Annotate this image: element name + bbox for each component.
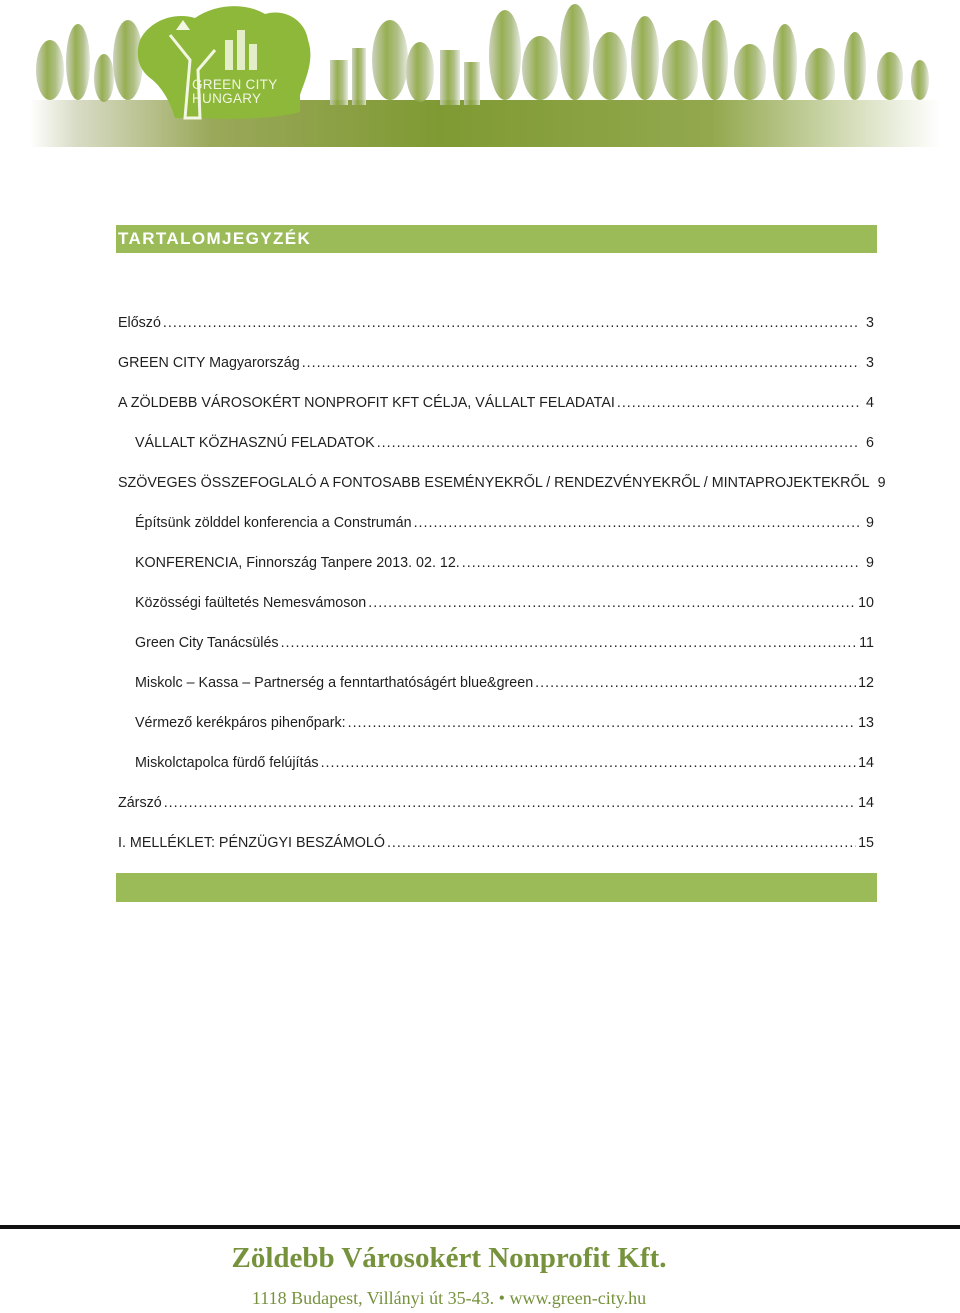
toc-entry[interactable] [118,833,874,873]
toc-entry-page: 3 [866,355,874,371]
toc-dot-leader [368,593,856,613]
toc-entry[interactable] [118,793,874,833]
toc-entry-page: 11 [859,635,874,651]
toc-dot-leader [163,313,860,333]
toc-entry[interactable] [118,313,874,353]
toc-entry-page: 9 [866,515,874,531]
logo-line-2: HUNGARY [192,91,262,106]
footer-divider [0,1225,960,1229]
toc-heading: TARTALOMJEGYZÉK [116,225,877,253]
toc-entry-title: GREEN CITY Magyarország [118,355,300,371]
toc-entry-page: 9 [877,475,886,491]
toc-entry-title: Miskolc – Kassa – Partnerség a fenntarthatóságért blue&green [135,675,534,691]
toc-entry[interactable] [118,673,874,713]
toc-entry-page: 9 [866,555,874,571]
toc-entry-page: 3 [866,315,874,331]
logo-text [192,78,288,106]
toc-entry[interactable] [118,713,874,753]
toc-entry-title: Vérmező kerékpáros pihenőpark: [135,715,346,731]
toc-entry-title: A ZÖLDEBB VÁROSOKÉRT NONPROFIT KFT CÉLJA, VÁLLALT FELADATAI [118,395,615,411]
toc-entry-title: KONFERENCIA, Finnország Tanpere 2013. 02. 12. [135,555,460,571]
toc-entry[interactable] [118,753,874,793]
toc-entry-title: Közösségi faültetés Nemesvámoson [135,595,367,611]
toc-entry[interactable] [118,473,886,513]
toc-entry-title: SZÖVEGES ÖSSZEFOGLALÓ A FONTOSABB ESEMÉNYEKRŐL / RENDEZVÉNYEKRŐL / MINTAPROJEKTEKRŐL [118,475,870,491]
toc-dot-leader [414,513,860,533]
toc-entry-page: 13 [858,715,874,731]
toc-entry[interactable] [118,433,874,473]
toc-dot-leader [281,633,858,653]
toc-entry-page: 14 [858,755,874,771]
toc-entry[interactable] [118,633,874,673]
toc-entry-title: Green City Tanácsülés [135,635,279,651]
toc-entry-page: 6 [866,435,874,451]
toc-entry-title: Miskolctapolca fürdő felújítás [135,755,319,771]
toc-entry-title: Zárszó [118,795,162,811]
logo-line-1: GREEN CITY [192,77,278,92]
toc-entry-page: 14 [858,795,874,811]
header-banner [0,0,960,150]
toc-dot-leader [377,433,860,453]
toc-dot-leader [321,753,857,773]
toc-dot-leader [535,673,856,693]
tree-skyline-illustration [0,0,960,150]
toc-dot-leader [348,713,857,733]
footer-address: 1118 Budapest, Villányi út 35-43. • www.green-city.hu [251,1288,647,1308]
toc-entry[interactable] [118,513,874,553]
toc-entry-page: 12 [858,675,874,691]
toc-end-bar [116,873,877,902]
toc-dot-leader [617,393,860,413]
toc-dot-leader [164,793,856,813]
toc-entry-page: 4 [866,395,874,411]
toc-entry-title: Építsünk zölddel konferencia a Construmán [135,515,412,531]
toc-entry[interactable] [118,393,874,433]
toc-dot-leader [302,353,860,373]
footer-company-name: Zöldebb Városokért Nonprofit Kft. [231,1242,667,1274]
toc-entry-title: I. MELLÉKLET: PÉNZÜGYI BESZÁMOLÓ [118,835,385,851]
toc-entry-title: Előszó [118,315,161,331]
toc-entry[interactable] [118,593,874,633]
toc-entry[interactable] [118,553,874,593]
toc-dot-leader [387,833,856,853]
toc-list [118,313,886,873]
toc-entry-title: VÁLLALT KÖZHASZNÚ FELADATOK [135,435,375,451]
toc-entry-page: 10 [858,595,874,611]
toc-entry-page: 15 [858,835,874,851]
toc-entry[interactable] [118,353,874,393]
toc-dot-leader [462,553,860,573]
